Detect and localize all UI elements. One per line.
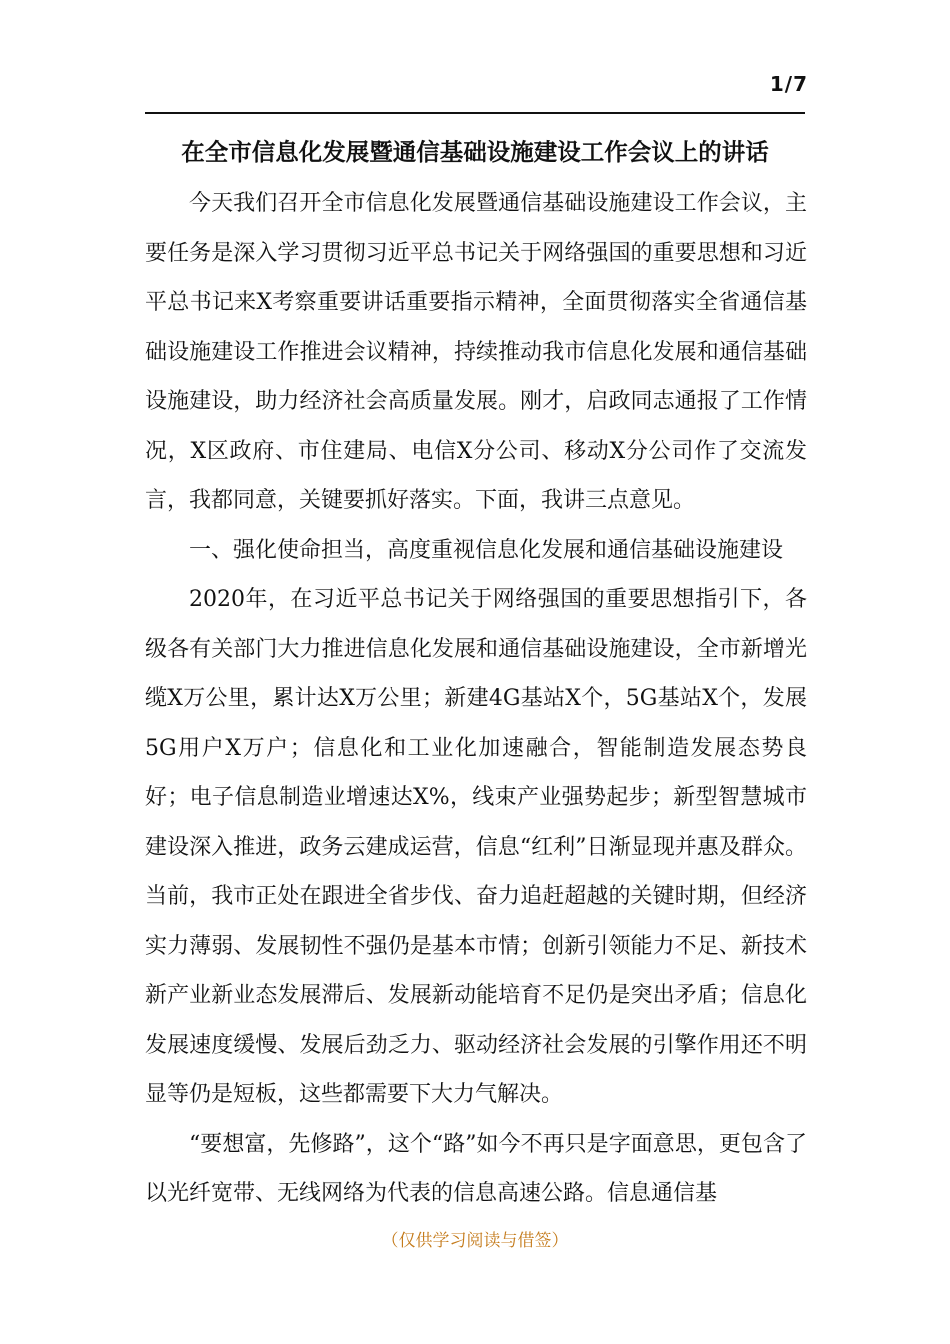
- document-body: [145, 179, 807, 1219]
- page-number: 1/7: [769, 72, 808, 96]
- section-heading-1: 一、强化使命担当，高度重视信息化发展和通信基础设施建设: [189, 537, 784, 563]
- footer-note: （仅供学习阅读与借签）: [381, 1231, 569, 1251]
- document-title: 在全市信息化发展暨通信基础设施建设工作会议上的讲话: [181, 138, 769, 166]
- paragraph-2020-review: 2020年，在习近平总书记关于网络强国的重要思想指引下，各级各有关部门大力推进信息化发展和通信基础设施建设，全市新增光缆X万公里，累计达X万公里；新建4G基站X个，5G基站X个，发展5G用户X万户；信息化和工业化加速融合，智能制造发展态势良好；电子信息制造业增速达X%，线束产业强势起步；新型智慧城市建设深入推进，政务云建成运营，信息“红利”日渐显现并惠及群众。当前，我市正处在跟进全省步伐、奋力追赶超越的关键时期，但经济实力薄弱、发展韧性不强仍是基本市情；创新引领能力不足、新技术新产业新业态发展滞后、发展新动能培育不足仍是突出矛盾；信息化发展速度缓慢、发展后劲乏力、驱动经济社会发展的引擎作用还不明显等仍是短板，这些都需要下大力气解决。: [145, 587, 807, 1107]
- paragraph-intro: 今天我们召开全市信息化发展暨通信基础设施建设工作会议，主要任务是深入学习贯彻习近平总书记关于网络强国的重要思想和习近平总书记来X考察重要讲话重要指示精神，全面贯彻落实全省通信基础设施建设工作推进会议精神，持续推动我市信息化发展和通信基础设施建设，助力经济社会高质量发展。刚才，启政同志通报了工作情况，X区政府、市住建局、电信X分公司、移动X分公司作了交流发言，我都同意，关键要抓好落实。下面，我讲三点意见。: [145, 191, 807, 513]
- paragraph-road: “要想富，先修路”，这个“路”如今不再只是字面意思，更包含了以光纤宽带、无线网络为代表的信息高速公路。信息通信基: [145, 1131, 807, 1206]
- header-divider: [145, 112, 805, 114]
